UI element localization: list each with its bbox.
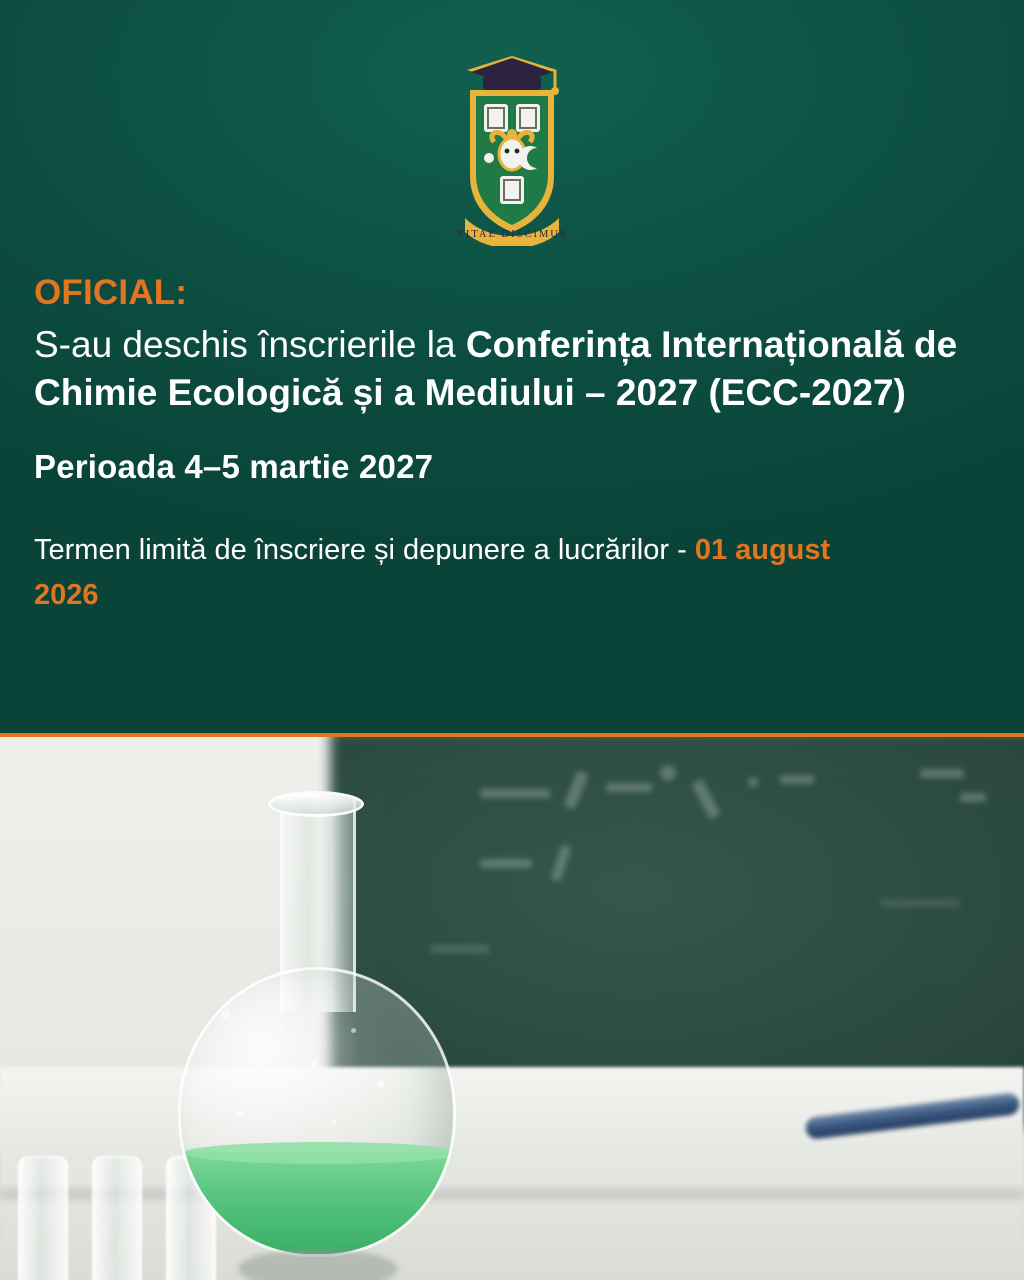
green-liquid	[178, 1152, 456, 1257]
condensation-drop	[221, 1010, 230, 1019]
announcement-text-block	[34, 274, 974, 618]
university-crest-icon	[437, 36, 587, 246]
deadline-date: 01 august 2026	[34, 534, 831, 612]
test-tube	[92, 1156, 142, 1280]
condensation-drop	[351, 1028, 356, 1033]
headline	[34, 321, 964, 419]
condensation-drop	[247, 1042, 253, 1048]
liquid-surface	[183, 1142, 456, 1164]
kicker-label: OFICIAL:	[34, 273, 188, 312]
condensation-drop	[237, 1110, 243, 1116]
deadline-lead: Termen limită de înscriere și depunere a lucrărilor -	[34, 534, 695, 567]
crest-motto-text: VITAE DISCIMUS	[456, 229, 568, 240]
condensation-drop	[331, 1120, 336, 1125]
laboratory-photo	[0, 737, 1024, 1280]
deadline-text	[34, 528, 894, 618]
headline-lead: S-au deschis înscrierile la	[34, 323, 466, 365]
condensation-drop	[377, 1080, 385, 1088]
condensation-drop	[311, 1060, 318, 1067]
condensation-drop	[279, 1022, 284, 1027]
round-bottom-flask	[176, 797, 526, 1280]
test-tube	[18, 1156, 68, 1280]
orange-divider	[0, 733, 1024, 737]
headline-emphasis: Conferința Internațională de Chimie Ecologică și a Mediului – 2027 (ECC-2027)	[34, 323, 958, 414]
event-period: Perioada 4–5 martie 2027	[34, 448, 434, 486]
flask-bulb	[178, 967, 456, 1257]
flask-lip	[268, 791, 364, 817]
